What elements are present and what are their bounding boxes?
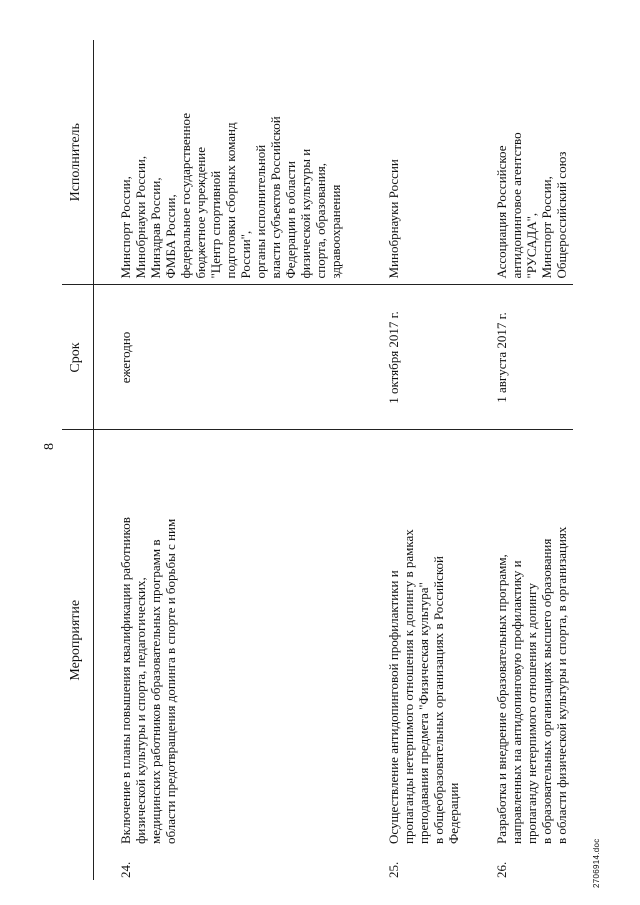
row-number: 25. — [386, 861, 401, 878]
footer-file-code: 2706914.doc — [592, 838, 601, 888]
action-line: физической культуры и спорта, педагогических, — [133, 577, 148, 844]
action-line: Осуществление антидопинговой профилактики и — [386, 570, 401, 844]
action-line: в области физической культуры и спорта, в организациях — [554, 526, 569, 844]
table-row — [108, 40, 376, 880]
action-line: в образовательных организациях высшего образования — [539, 538, 554, 844]
action-line: области предотвращения допинга в спорте и борьбы с ним — [163, 518, 178, 844]
header-num — [62, 850, 94, 880]
row-number: 26. — [494, 861, 509, 878]
executor-line: "РУСАДА", — [524, 212, 539, 279]
executor-line: спорта, образования, — [313, 163, 328, 279]
table-row — [484, 40, 573, 880]
executor-line: физической культуры и — [298, 148, 313, 279]
executor-line: подготовки сборных команд — [223, 122, 238, 279]
executor-line: бюджетное учреждение — [193, 146, 208, 279]
executor-line: России", — [238, 230, 253, 279]
executor-line: Общероссийский союз — [554, 151, 569, 279]
executor-line: органы исполнительной — [253, 144, 268, 279]
executor-line: Федерации в области — [283, 161, 298, 279]
executor-line: федеральное государственное — [178, 113, 193, 279]
executor-line: здравоохранения — [328, 184, 343, 279]
row-number: 24. — [118, 861, 133, 878]
executor-line: Минспорт России, — [118, 176, 133, 279]
executor-line: ФМБА России, — [163, 194, 178, 279]
term-cell: 1 октября 2017 г. — [376, 285, 484, 430]
executor-cell — [108, 40, 376, 285]
executor-line: Минспорт России, — [539, 176, 554, 279]
action-line: Включение в планы повышения квалификации работников — [118, 517, 133, 844]
table-header-row — [62, 40, 94, 880]
action-line: Разработка и внедрение образовательных программ, — [494, 554, 509, 844]
action-line: преподавания предмета "Физическая культура" — [416, 582, 431, 844]
rotated-document-page — [40, 40, 601, 888]
executor-cell — [376, 40, 484, 285]
action-cell — [376, 430, 484, 850]
action-line: Федерации — [446, 782, 461, 844]
term-cell: ежегодно — [108, 285, 376, 430]
action-cell — [108, 430, 376, 850]
header-action: Мероприятие — [62, 430, 94, 850]
action-line: в общеобразовательных организациях в Российской — [431, 556, 446, 844]
executor-cell — [484, 40, 573, 285]
action-cell — [484, 430, 573, 850]
term-cell: 1 августа 2017 г. — [484, 285, 573, 430]
table-row — [376, 40, 484, 880]
executor-line: власти субъектов Российской — [268, 116, 283, 279]
executor-line: Ассоциация Российское — [494, 145, 509, 279]
executor-line: "Центр спортивной — [208, 170, 223, 279]
action-line: пропаганду нетерпимого отношения к допингу — [524, 583, 539, 844]
executor-line: Минздрав России, — [148, 177, 163, 279]
executor-line: Минобрнауки России, — [133, 155, 148, 279]
action-line: медицинских работников образовательных программ в — [148, 539, 163, 844]
action-line: направленных на антидопинговую профилактику и — [509, 560, 524, 844]
action-plan-table — [62, 40, 573, 880]
header-term: Срок — [62, 285, 94, 430]
action-line: пропаганды нетерпимого отношения к допингу в рамках — [401, 529, 416, 844]
executor-line: антидопинговое агентство — [509, 132, 524, 279]
header-executor: Исполнитель — [62, 40, 94, 285]
page-number: 8 — [42, 443, 57, 450]
executor-line: Минобрнауки России — [386, 159, 401, 279]
